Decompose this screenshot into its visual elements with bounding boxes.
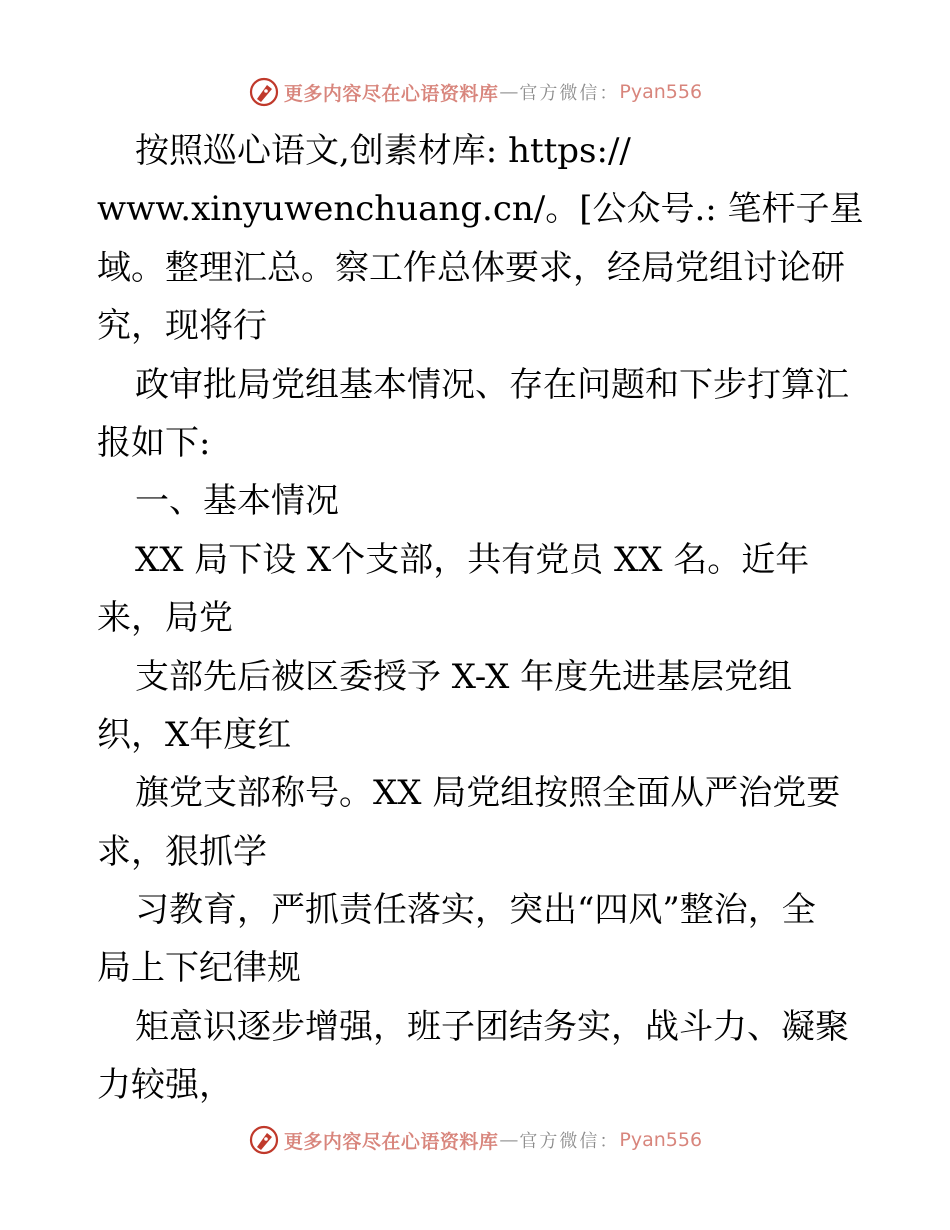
text-line-10: 支部先后被区委授予 X-X 年度先进基层党组 [135, 656, 793, 697]
document-body [97, 122, 864, 1115]
section-heading: 一、基本情况 [135, 481, 339, 522]
text-line-3: 域。整理汇总。察工作总体要求，经局党组讨论研 [97, 247, 845, 288]
banner-text: 更多内容尽在心语资料库 [283, 82, 499, 105]
wechat-id: Pyan556 [619, 1129, 703, 1151]
text-line-4: 究，现将行 [97, 306, 267, 347]
text-line-17: 力较强， [97, 1065, 233, 1106]
wechat-label: 官方微信： [519, 1131, 620, 1152]
text-line-13: 求，狠抓学 [97, 831, 267, 872]
pen-nib-icon [248, 1124, 280, 1156]
text-line-12: 旗党支部称号。XX 局党组按照全面从严治党要 [135, 773, 841, 814]
pen-nib-icon [248, 76, 280, 108]
text-line-9: 来，局党 [97, 598, 233, 639]
text-line-1: 按照巡心语文,创素材库: https:// [135, 131, 631, 171]
text-line-6: 报如下: [97, 422, 211, 463]
banner-dash: — [499, 81, 519, 103]
text-line-2: www.xinyuwenchuang.cn/。[公众号.: 笔杆子星 [97, 189, 864, 230]
header-banner [0, 72, 950, 112]
banner-dash: — [499, 1129, 519, 1151]
text-line-15: 局上下纪律规 [97, 948, 301, 989]
text-line-11: 织，X年度红 [97, 714, 292, 755]
wechat-id: Pyan556 [619, 81, 703, 103]
text-line-8: XX 局下设 X个支部，共有党员 XX 名。近年 [135, 539, 810, 580]
text-line-14: 习教育，严抓责任落实，突出“四风”整治，全 [135, 890, 816, 931]
text-line-16: 矩意识逐步增强，班子团结务实，战斗力、凝聚 [135, 1006, 849, 1047]
wechat-label: 官方微信： [519, 83, 620, 104]
banner-text: 更多内容尽在心语资料库 [283, 1130, 499, 1153]
text-line-5: 政审批局党组基本情况、存在问题和下步打算汇 [135, 364, 849, 405]
footer-banner [0, 1120, 950, 1160]
